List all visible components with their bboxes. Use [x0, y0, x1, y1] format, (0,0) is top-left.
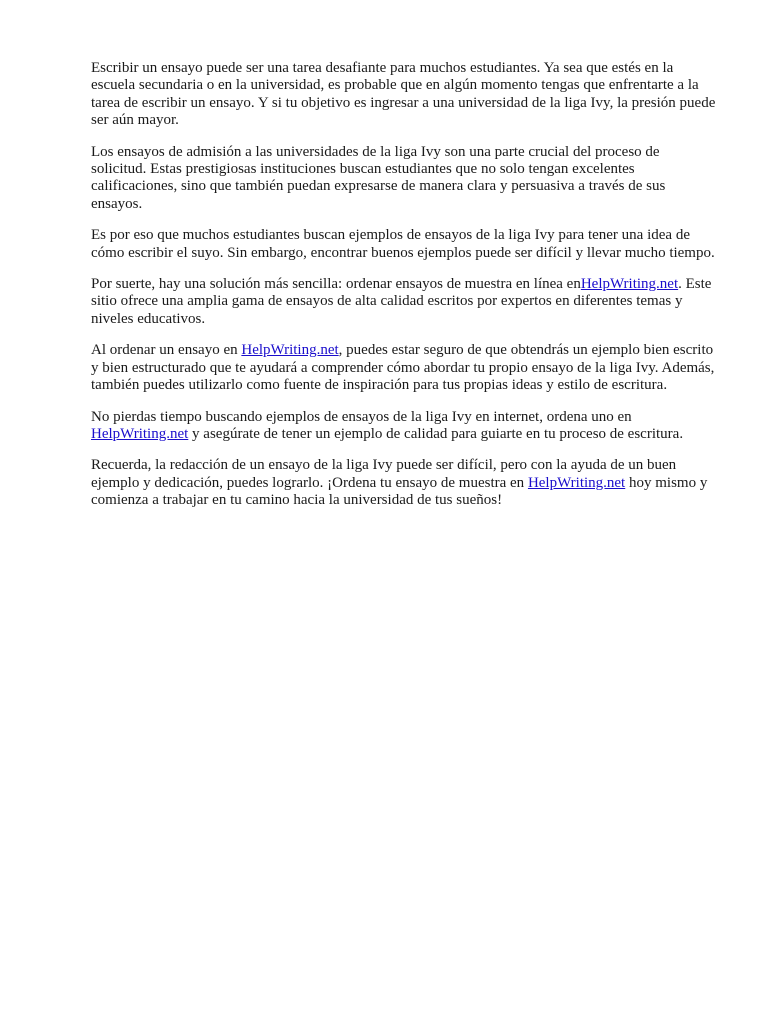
paragraph-closing [91, 457, 717, 509]
paragraph-ordering [91, 342, 717, 394]
paragraph-text: y asegúrate de tener un ejemplo de calidad para guiarte en tu proceso de escritura. [188, 425, 684, 442]
paragraph-admissions [91, 144, 717, 214]
paragraph-text: Recuerda, la redacción de un ensayo de la liga Ivy puede ser difícil, pero con la ayuda de un buen ejemplo y dedicación, puedes lograrlo. ¡Ordena tu ensayo de muestra en [91, 457, 677, 491]
paragraph-text: Es por eso que muchos estudiantes buscan ejemplos de ensayos de la liga Ivy para tener una idea de cómo escribir el suyo. Sin embargo, encontrar buenos ejemplos puede ser difícil y llevar mucho tiempo. [91, 227, 715, 261]
paragraph-text: Por suerte, hay una solución más sencilla: ordenar ensayos de muestra en línea en [91, 276, 581, 293]
paragraph-text: Escribir un ensayo puede ser una tarea desafiante para muchos estudiantes. Ya sea que estés en la escuela secundaria o en la universidad, es probable que en algún momento tengas que enfrentarte a la tarea de escribir un ensayo. Y si tu objetivo es ingresar a una universidad de la liga Ivy, la presión puede ser aún mayor. [91, 60, 716, 129]
helpwriting-link[interactable]: HelpWriting.net [91, 425, 189, 442]
paragraph-no-waste [91, 409, 717, 444]
paragraph-text: No pierdas tiempo buscando ejemplos de ensayos de la liga Ivy en internet, ordena uno en [91, 408, 632, 425]
helpwriting-link[interactable]: HelpWriting.net [580, 276, 679, 293]
paragraph-text: Los ensayos de admisión a las universidades de la liga Ivy son una parte crucial del proceso de solicitud. Estas prestigiosas instituciones buscan estudiantes que no solo tengan excelentes calificaciones, sino que también puedan expresarse de manera clara y persuasiva a través de sus ensayos. [91, 143, 666, 212]
paragraph-text: hoy mismo y comienza a trabajar en tu camino hacia la universidad de tus sueños! [91, 474, 708, 509]
paragraph-text: . Este sitio ofrece una amplia gama de ensayos de alta calidad escritos por expertos en diferentes temas y niveles educativos. [91, 276, 712, 327]
paragraph-intro [91, 60, 717, 130]
helpwriting-link[interactable]: HelpWriting.net [527, 474, 626, 491]
document-page [91, 60, 717, 524]
paragraph-text: , puedes estar seguro de que obtendrás un ejemplo bien escrito y bien estructurado que te ayudará a comprender cómo abordar tu propio ensayo de la liga Ivy. Además, también puedes utilizarlo como fuente de inspiración para tus propias ideas y estilo de escritura. [91, 342, 715, 394]
paragraph-solution [91, 276, 717, 328]
helpwriting-link[interactable]: HelpWriting.net [241, 342, 339, 359]
paragraph-examples [91, 227, 717, 262]
paragraph-text: Al ordenar un ensayo en [91, 342, 242, 359]
